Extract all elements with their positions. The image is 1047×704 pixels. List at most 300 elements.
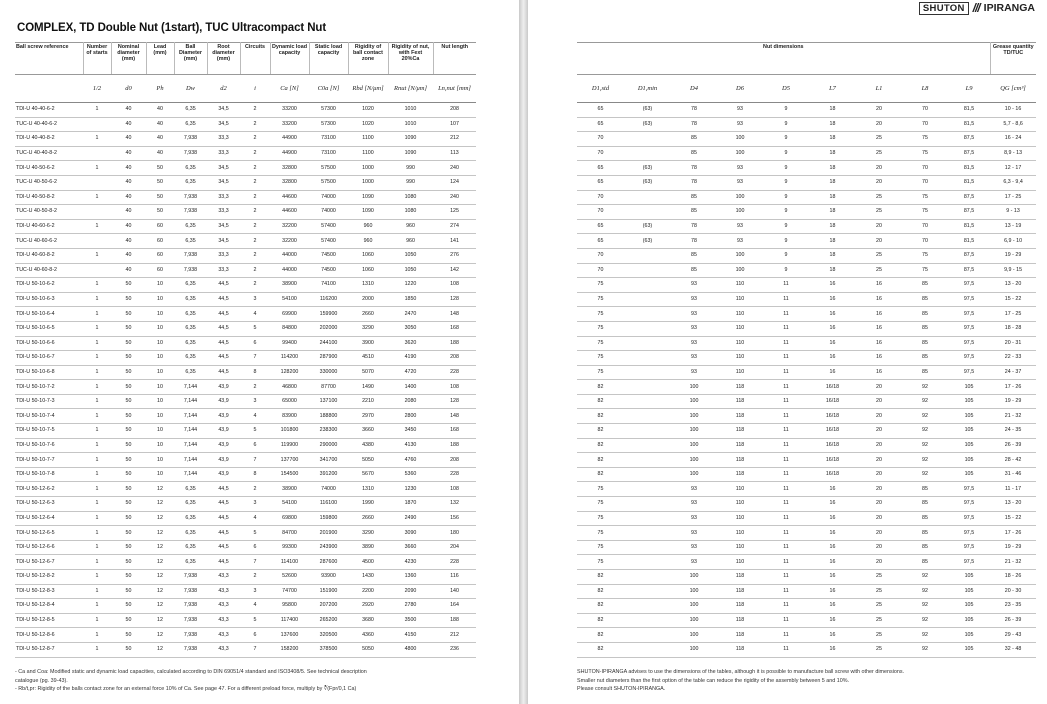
table-cell: TDI-U 50-12-6-6 [15,540,83,555]
table-cell: 4 [240,599,270,614]
footnote: - Rb/t,pr: Rigidity of the balls contact zone for an external force 10% of Ca. See page 47. For a different preload force, multiply by ∛(Fpr/0,1 Ca) [15,686,357,692]
column-symbol: L9 [948,75,990,103]
table-cell: 43,9 [207,409,240,424]
table-cell: 1 [83,351,111,366]
table-cell: 6 [240,540,270,555]
table-cell: 12 [146,570,174,585]
table-cell: 25 [856,248,902,263]
table-cell: 50 [146,190,174,205]
table-cell: 100 [671,380,717,395]
table-cell: 32 - 48 [990,642,1036,657]
table-cell: 33,3 [207,190,240,205]
table-cell: 82 [577,628,624,643]
table-cell: 75 [577,526,624,541]
table-cell: 40 [111,234,146,249]
table-cell: 50 [111,292,146,307]
table-cell: 25 [856,132,902,147]
table-cell [624,394,671,409]
table-cell: 6 [240,628,270,643]
table-cell: 1 [83,526,111,541]
table-row [15,146,476,161]
table-cell: 4360 [348,628,388,643]
table-cell: 2 [240,380,270,395]
table-cell: 4150 [388,628,433,643]
table-row [15,161,476,176]
table-cell: 16 [809,555,856,570]
table-cell: 5050 [348,642,388,657]
table-row [15,234,476,249]
table-cell: 105 [948,394,990,409]
table-cell: 93 [671,365,717,380]
table-cell: 990 [388,161,433,176]
table-cell: 99400 [270,336,309,351]
table-cell: 82 [577,438,624,453]
table-cell: 16 [809,511,856,526]
table-cell: 75 [577,321,624,336]
table-row [577,248,1036,263]
table-cell: 1230 [388,482,433,497]
table-cell: 78 [671,219,717,234]
table-cell: 9 [763,132,809,147]
table-cell: 9 [763,248,809,263]
table-cell: 15 - 22 [990,511,1036,526]
table-cell: 110 [717,497,763,512]
table-cell: 11 [763,482,809,497]
table-cell: 1430 [348,570,388,585]
table-cell: 25 [856,570,902,585]
table-cell: 5,7 - 8,6 [990,117,1036,132]
table-cell: 6,35 [174,555,207,570]
table-cell: 17 - 26 [990,380,1036,395]
table-row [15,467,476,482]
table-cell: 93 [671,526,717,541]
table-cell: 137100 [309,394,348,409]
table-cell: 18 - 26 [990,570,1036,585]
table-cell: 50 [111,336,146,351]
table-cell: 40 [111,263,146,278]
table-cell: 43,3 [207,584,240,599]
table-cell: 20 [856,438,902,453]
table-cell: 44,5 [207,292,240,307]
table-cell: 100 [717,146,763,161]
table-cell: 100 [671,599,717,614]
table-cell: 243900 [309,540,348,555]
table-cell: 2660 [348,511,388,526]
table-cell: 1 [83,307,111,322]
table-cell: 1060 [348,248,388,263]
table-cell: 40 [111,103,146,118]
table-row [577,219,1036,234]
table-cell: 9,9 - 15 [990,263,1036,278]
table-cell: 65 [577,234,624,249]
table-cell: 75 [577,351,624,366]
table-row [15,482,476,497]
table-cell: 7,938 [174,599,207,614]
table-cell: 4380 [348,438,388,453]
table-cell: 85 [902,336,948,351]
table-cell: 107 [433,117,476,132]
table-cell: 110 [717,526,763,541]
column-header: Static load capacity [309,43,348,75]
table-row [15,351,476,366]
table-cell: 43,9 [207,453,240,468]
table-row [15,248,476,263]
table-cell: 10 [146,424,174,439]
table-cell: 1 [83,336,111,351]
table-cell: 11 [763,584,809,599]
table-cell: TDI-U 50-12-6-4 [15,511,83,526]
table-cell: 6 [240,336,270,351]
table-cell: 97,5 [948,482,990,497]
table-cell: 11 [763,467,809,482]
header-nut-dimensions: Nut dimensions [577,43,990,75]
brand-name-secondary: IPIRANGA [983,2,1035,14]
table-cell: 40 [111,175,146,190]
table-row [577,570,1036,585]
table-cell: 118 [717,628,763,643]
symbol-row [577,75,1036,103]
table-cell: 82 [577,599,624,614]
table-cell: 108 [433,482,476,497]
column-symbol: D1,min [624,75,671,103]
table-cell: 1310 [348,482,388,497]
table-cell: 2 [240,175,270,190]
table-cell: 70 [902,161,948,176]
table-cell: 1080 [388,205,433,220]
table-cell: 95800 [270,599,309,614]
table-cell: 2 [240,161,270,176]
table-cell: 40 [111,248,146,263]
table-cell: 3 [240,497,270,512]
table-row [15,394,476,409]
table-cell: 20 [856,497,902,512]
table-cell: 20 [856,394,902,409]
table-cell: 74000 [309,482,348,497]
table-cell: TUC-U 40-60-6-2 [15,234,83,249]
table-row [577,132,1036,147]
table-cell: 110 [717,336,763,351]
table-cell: 119900 [270,438,309,453]
table-cell: 2 [240,190,270,205]
table-cell: 82 [577,380,624,395]
table-cell: 1 [83,599,111,614]
column-header: Circuits [240,43,270,75]
table-cell: 16/18 [809,467,856,482]
table-cell: 82 [577,394,624,409]
table-cell: 3500 [388,613,433,628]
table-cell: 1 [83,278,111,293]
table-cell: 44600 [270,190,309,205]
table-cell: 44,5 [207,497,240,512]
table-cell: 118 [717,394,763,409]
table-cell: 1 [83,584,111,599]
table-cell: 1090 [388,146,433,161]
table-cell: 16/18 [809,380,856,395]
table-cell: TUC-U 40-50-8-2 [15,205,83,220]
table-cell: 10 [146,278,174,293]
table-row [15,628,476,643]
table-cell: 3 [240,584,270,599]
table-cell: 1100 [348,146,388,161]
table-cell: 20 [856,555,902,570]
table-cell: 16 [809,526,856,541]
table-cell: 4720 [388,365,433,380]
table-cell: 105 [948,467,990,482]
table-cell: 93 [671,278,717,293]
table-cell: 93 [671,307,717,322]
table-cell: 9 [763,103,809,118]
table-cell: 16/18 [809,438,856,453]
table-cell: 93 [717,117,763,132]
page-title: COMPLEX, TD Double Nut (1start), TUC Ultracompact Nut [17,22,327,34]
table-cell: 16 [809,307,856,322]
table-cell: 12 - 17 [990,161,1036,176]
table-cell [624,380,671,395]
table-cell: 154500 [270,467,309,482]
table-cell: 12 [146,613,174,628]
table-cell: 1080 [388,190,433,205]
table-cell: 32800 [270,175,309,190]
table-cell: 84700 [270,526,309,541]
table-row [577,205,1036,220]
table-cell: 118 [717,380,763,395]
column-symbol: Ca [N] [270,75,309,103]
table-cell: 50 [111,613,146,628]
table-cell: 2 [240,205,270,220]
table-cell: 125 [433,205,476,220]
table-cell: 6,3 - 9,4 [990,175,1036,190]
table-cell: 18 [809,263,856,278]
table-row [577,351,1036,366]
footnote: Please consult SHUTON-IPIRANGA. [577,686,666,692]
table-cell [624,351,671,366]
table-row [15,307,476,322]
left-page [0,0,519,704]
table-cell: 3900 [348,336,388,351]
table-cell: 50 [146,161,174,176]
table-cell: 93900 [309,570,348,585]
table-cell [624,482,671,497]
table-cell: 1360 [388,570,433,585]
table-cell: TDI-U 50-10-6-4 [15,307,83,322]
table-cell: 75 [577,307,624,322]
table-cell: 52600 [270,570,309,585]
table-cell: TUC-U 40-50-6-2 [15,175,83,190]
table-row [577,234,1036,249]
table-cell: 228 [433,467,476,482]
table-row [15,365,476,380]
table-cell: 93 [671,351,717,366]
table-cell: 114100 [270,555,309,570]
table-cell: 44,5 [207,555,240,570]
table-row [15,526,476,541]
table-row [577,263,1036,278]
table-cell: 57400 [309,234,348,249]
table-cell: 92 [902,438,948,453]
table-row [577,190,1036,205]
table-cell: 1060 [348,263,388,278]
table-row [15,540,476,555]
table-cell: 128 [433,292,476,307]
table-cell: 43,9 [207,467,240,482]
table-cell: 75 [902,205,948,220]
table-cell: 81,5 [948,161,990,176]
table-cell: 378500 [309,642,348,657]
table-cell: 2 [240,146,270,161]
table-cell: 81,5 [948,117,990,132]
table-cell: 105 [948,599,990,614]
table-cell: 100 [671,394,717,409]
column-symbol: i [240,75,270,103]
table-cell: 204 [433,540,476,555]
table-cell: 1 [83,555,111,570]
table-cell: 7 [240,351,270,366]
table-cell: 16/18 [809,453,856,468]
table-cell: 81,5 [948,103,990,118]
table-cell: 34,5 [207,103,240,118]
table-cell [83,234,111,249]
table-cell: 20 - 31 [990,336,1036,351]
table-cell [83,117,111,132]
table-cell: 50 [111,278,146,293]
table-row [15,497,476,512]
table-cell: 16 [809,540,856,555]
table-row [577,146,1036,161]
table-cell: 75 [577,497,624,512]
table-cell: 100 [671,584,717,599]
table-cell: 212 [433,132,476,147]
table-cell: 81,5 [948,234,990,249]
table-row [577,497,1036,512]
table-cell: 50 [146,205,174,220]
table-cell: 100 [717,190,763,205]
table-cell: 6,35 [174,526,207,541]
table-cell: 93 [717,103,763,118]
table-cell: 28 - 42 [990,453,1036,468]
table-cell: 60 [146,234,174,249]
table-cell: 6,35 [174,292,207,307]
table-cell: 43,3 [207,628,240,643]
brand-name: SHUTON [919,2,969,15]
brand-logo [919,1,1035,15]
table-cell: 50 [111,511,146,526]
table-cell: 43,3 [207,599,240,614]
table-cell: 9 [763,175,809,190]
table-row [577,599,1036,614]
table-cell: 6,35 [174,365,207,380]
table-cell: TUC-U 40-40-6-2 [15,117,83,132]
table-row [15,570,476,585]
table-cell: 100 [671,570,717,585]
table-cell: 82 [577,642,624,657]
table-cell: 290000 [309,438,348,453]
table-cell: 1 [83,497,111,512]
table-cell: 50 [111,628,146,643]
footnotes-right [577,668,1037,694]
table-cell: 44,5 [207,321,240,336]
table-cell: (63) [624,117,671,132]
table-cell: 9 [763,219,809,234]
column-symbol: C0a [N] [309,75,348,103]
table-cell: 82 [577,584,624,599]
table-cell: 50 [111,351,146,366]
table-cell: TDI-U 50-10-7-3 [15,394,83,409]
table-cell: 108 [433,278,476,293]
table-cell: 44,5 [207,526,240,541]
table-cell: 3290 [348,526,388,541]
table-cell: 110 [717,511,763,526]
table-cell: 1010 [388,117,433,132]
table-cell: 11 [763,555,809,570]
table-cell: TDI-U 50-10-6-5 [15,321,83,336]
column-symbol: D6 [717,75,763,103]
table-cell: 6,35 [174,161,207,176]
table-cell: 50 [111,526,146,541]
table-cell: 330000 [309,365,348,380]
table-cell: 65 [577,161,624,176]
table-cell: 9 [763,234,809,249]
table-row [577,628,1036,643]
table-cell: 18 [809,219,856,234]
table-cell: 12 [146,584,174,599]
column-symbol [15,75,83,103]
table-cell: 164 [433,599,476,614]
table-cell: 2 [240,219,270,234]
nut-dimensions-table [577,42,1036,658]
table-cell: 43,3 [207,642,240,657]
column-header: Nut length [433,43,476,75]
table-cell: 1 [83,642,111,657]
table-cell: 50 [111,570,146,585]
table-cell: 1 [83,321,111,336]
table-cell: 74500 [309,248,348,263]
table-cell: 32200 [270,219,309,234]
footnote: catalogue (pg. 39-43). [15,677,68,684]
table-cell: 4800 [388,642,433,657]
table-cell: 2 [240,103,270,118]
table-cell: 40 [111,190,146,205]
table-cell: 57300 [309,103,348,118]
table-cell: 29 - 43 [990,628,1036,643]
table-cell: 7,938 [174,190,207,205]
table-cell: 105 [948,642,990,657]
table-cell: 44000 [270,263,309,278]
table-cell: 960 [348,234,388,249]
table-cell: TDI-U 40-60-6-2 [15,219,83,234]
table-cell: 57300 [309,117,348,132]
table-cell: TDI-U 50-10-7-4 [15,409,83,424]
table-cell: 87,5 [948,205,990,220]
table-cell: 60 [146,219,174,234]
table-cell: 93 [671,540,717,555]
table-cell: 100 [671,438,717,453]
table-cell: 85 [902,292,948,307]
table-cell: 50 [111,497,146,512]
table-cell: 33,3 [207,205,240,220]
table-cell: 17 - 26 [990,526,1036,541]
table-cell: 2 [240,278,270,293]
table-cell: 9 - 13 [990,205,1036,220]
table-cell: 2 [240,132,270,147]
table-cell: 10 [146,438,174,453]
table-cell: 74100 [309,278,348,293]
table-cell: 25 [856,146,902,161]
table-cell [624,540,671,555]
table-cell: 92 [902,394,948,409]
table-cell: 85 [671,248,717,263]
table-cell: 105 [948,628,990,643]
table-cell: 34,5 [207,117,240,132]
